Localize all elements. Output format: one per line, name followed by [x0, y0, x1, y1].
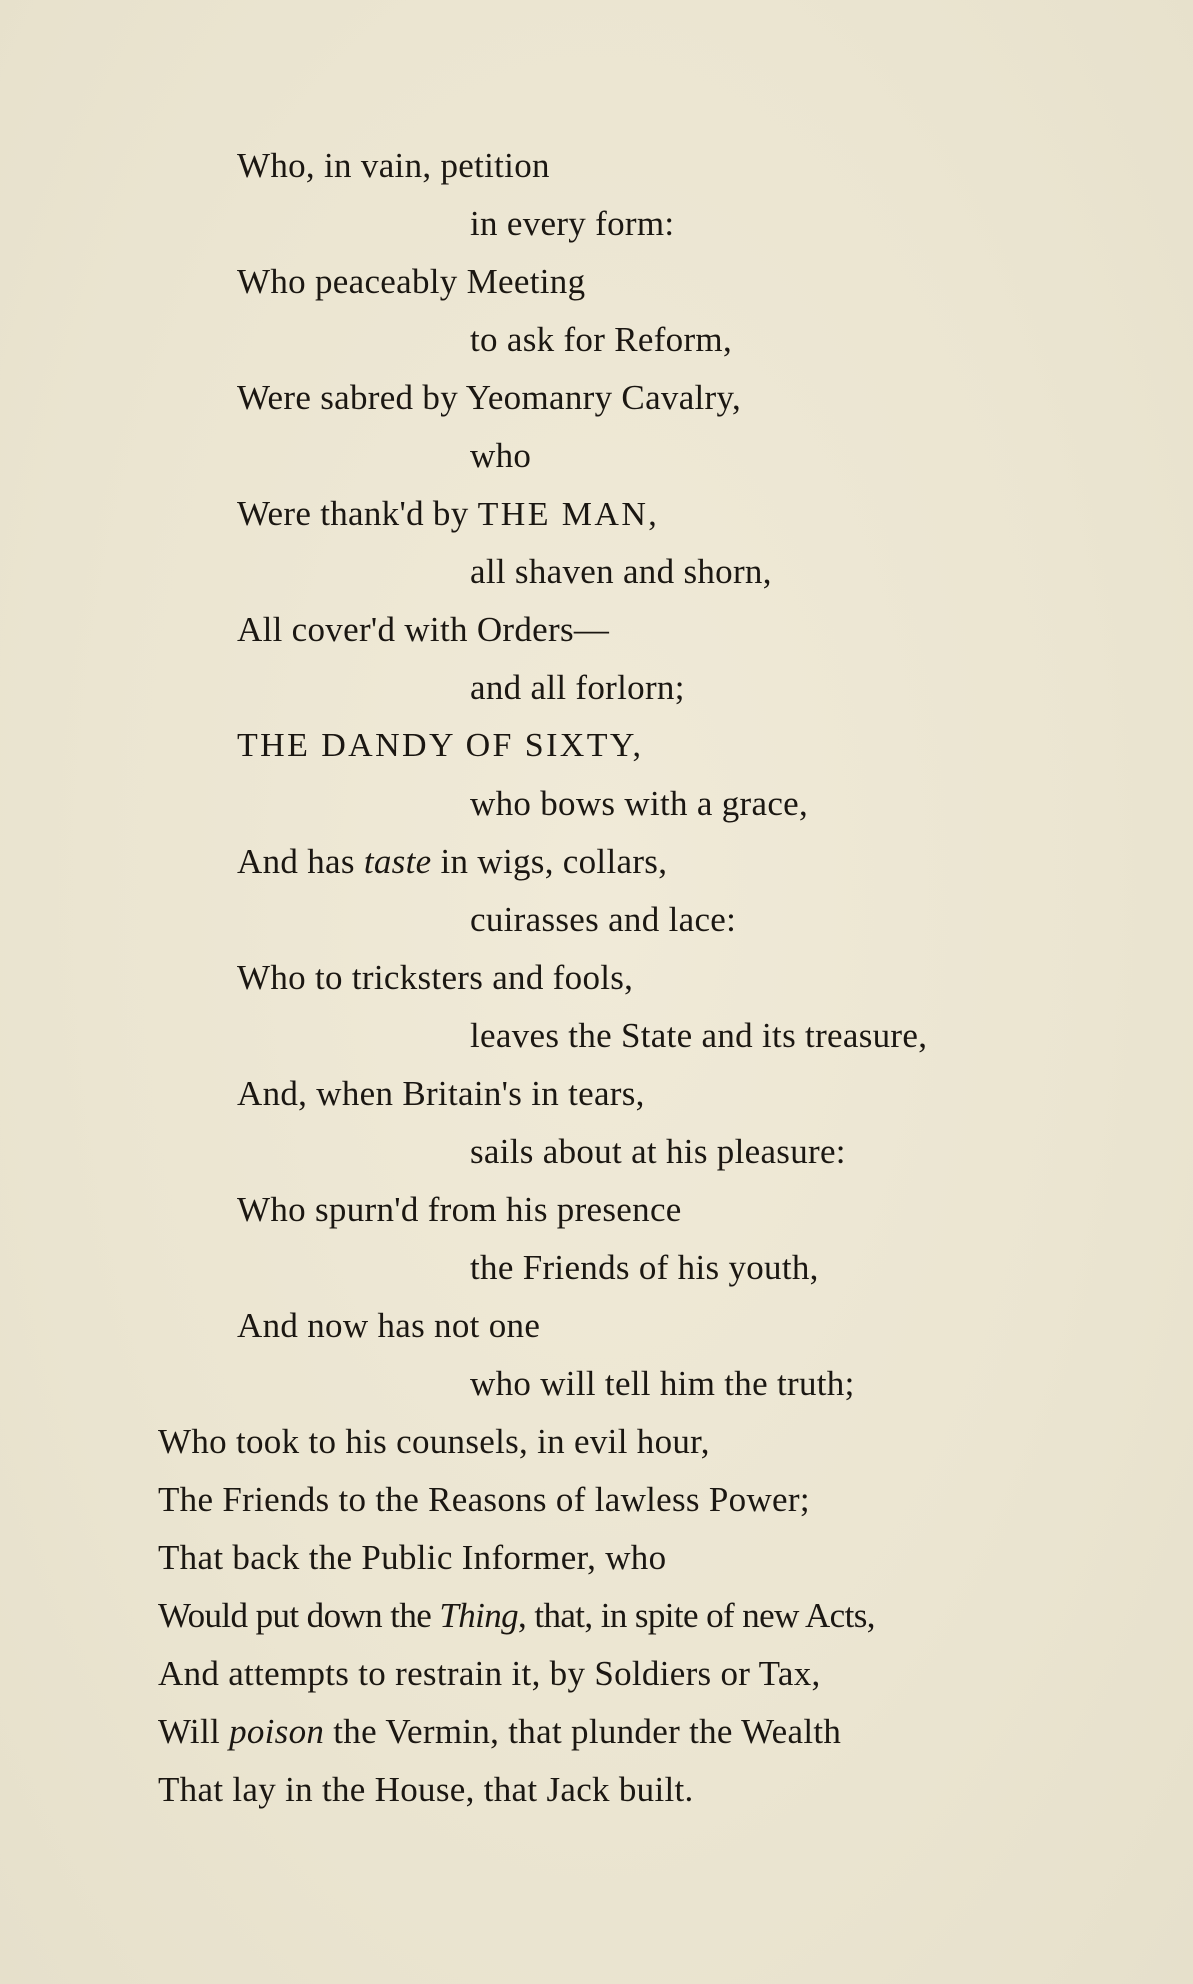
poem-line-7 [237, 494, 659, 535]
the-man-caps: THE MAN, [477, 496, 660, 533]
taste-italic: taste [363, 842, 432, 881]
poem-line-13-post: in wigs, collars, [431, 842, 668, 881]
poem-line-1: Who, in vain, petition [237, 146, 550, 185]
poem-line-14: cuirasses and lace: [470, 900, 737, 939]
poem-line-8: all shaven and shorn, [470, 552, 772, 591]
poem-line-10: and all forlorn; [470, 668, 685, 707]
poison-italic: poison [229, 1712, 325, 1751]
poem-line-5: Were sabred by Yeomanry Cavalry, [237, 378, 742, 417]
poem-line-6: who [470, 436, 532, 475]
poem-line-26 [158, 1596, 875, 1636]
poem-line-12: who bows with a grace, [470, 784, 809, 823]
poem-line-3: Who peaceably Meeting [237, 262, 586, 301]
poem-line-23: Who took to his counsels, in evil hour, [158, 1422, 710, 1461]
poem-line-29: That lay in the House, that Jack built. [158, 1770, 694, 1809]
thing-italic: Thing [439, 1596, 519, 1635]
poem-line-20: the Friends of his youth, [470, 1248, 819, 1287]
poem-line-28-post: the Vermin, that plunder the Wealth [324, 1712, 842, 1751]
poem-line-17: And, when Britain's in tears, [237, 1074, 645, 1113]
poem-line-26-pre: Would put down the [158, 1596, 440, 1635]
poem-line-11-dandy-of-sixty: THE DANDY OF SIXTY, [237, 727, 644, 764]
poem-line-28-pre: Will [158, 1712, 230, 1751]
poem-line-7-text: Were thank'd by [237, 494, 478, 533]
poem-line-9: All cover'd with Orders— [237, 610, 610, 649]
poem-line-24: The Friends to the Reasons of lawless Power; [158, 1480, 810, 1519]
poem-line-27: And attempts to restrain it, by Soldiers or Tax, [158, 1654, 821, 1693]
poem-line-19: Who spurn'd from his presence [237, 1190, 682, 1229]
poem-line-2: in every form: [470, 204, 675, 243]
poem-line-15: Who to tricksters and fools, [237, 958, 634, 997]
poem-line-25: That back the Public Informer, who [158, 1538, 667, 1577]
poem-line-4: to ask for Reform, [470, 320, 733, 359]
poem-line-13 [237, 842, 667, 882]
poem-line-22: who will tell him the truth; [470, 1364, 855, 1403]
poem-line-16: leaves the State and its treasure, [470, 1016, 928, 1055]
poem-line-21: And now has not one [237, 1306, 541, 1345]
poem-line-26-post: , that, in spite of new Acts, [518, 1596, 875, 1635]
poem-line-28 [158, 1712, 841, 1752]
poem-line-13-pre: And has [237, 842, 364, 881]
poem-line-18: sails about at his pleasure: [470, 1132, 846, 1171]
